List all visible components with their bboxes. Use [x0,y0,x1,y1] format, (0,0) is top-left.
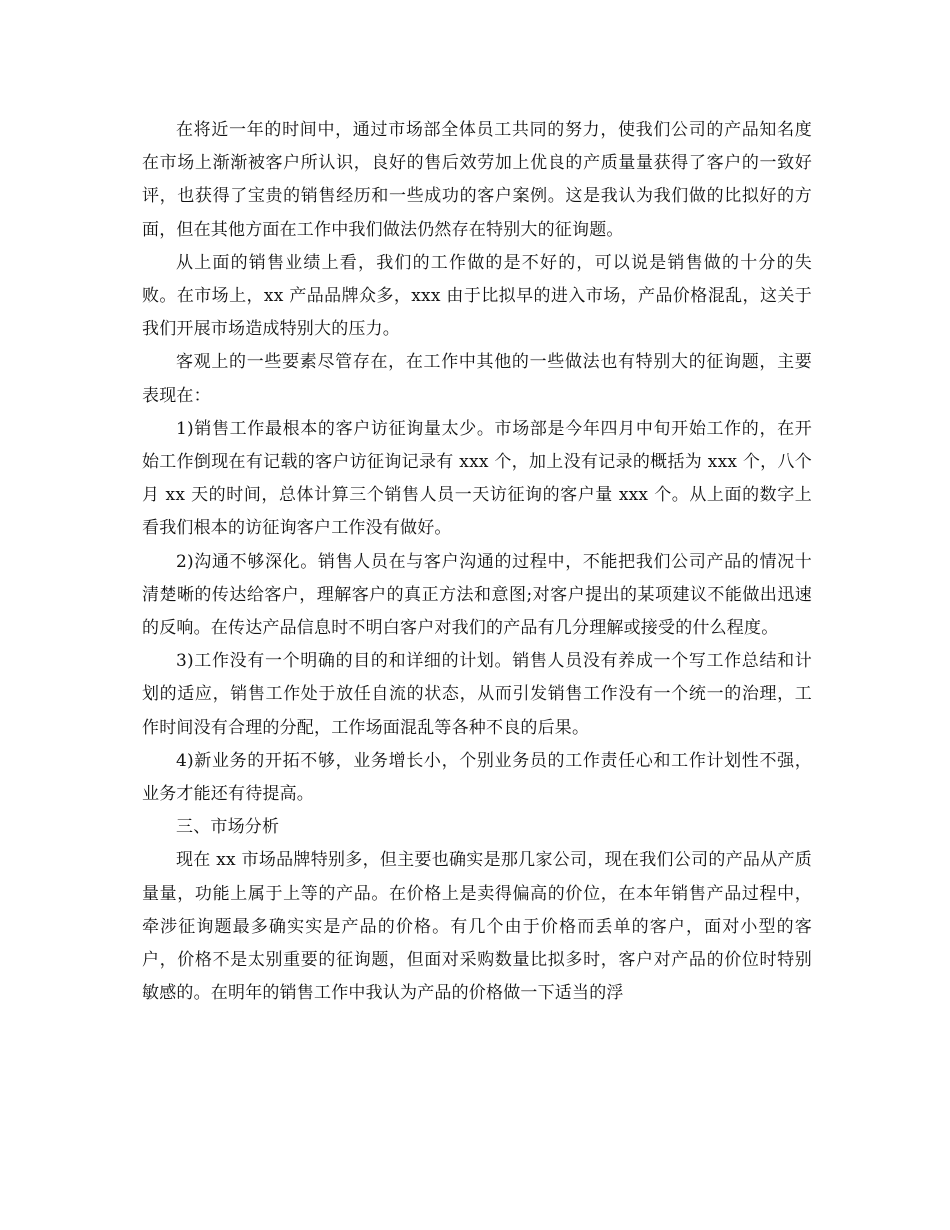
document-body [142,114,812,1010]
section-heading-market-analysis: 三、市场分析 [176,817,280,838]
paragraph-problem-1: 1)销售工作最根本的客户访征询量太少。市场部是今年四月中旬开始工作的，在开始工作倒现在有记载的客户访征询记录有 xxx 个，加上没有记录的概括为 xxx 个，八个月 xx 天的时间，总体计算三个销售人员一天访征询的客户量 xxx 个。从上面的数字上看我们根本的访征询客户工作没有做好。 [142,418,812,539]
paragraph-problem-3: 3)工作没有一个明确的目的和详细的计划。销售人员没有养成一个写工作总结和计划的适应，销售工作处于放任自流的状态，从而引发销售工作没有一个统一的治理，工作时间没有合理的分配，工作场面混乱等各种不良的后果。 [142,651,812,738]
paragraph-problem-4: 4)新业务的开拓不够，业务增长小，个别业务员的工作责任心和工作计划性不强，业务才能还有待提高。 [142,750,812,805]
paragraph-problem-2: 2)沟通不够深化。销售人员在与客户沟通的过程中，不能把我们公司产品的情况十清楚晰的传达给客户，理解客户的真正方法和意图;对客户提出的某项建议不能做出迅速的反响。在传达产品信息时不明白客户对我们的产品有几分理解或接受的什么程度。 [142,551,812,639]
paragraph-achievements: 在将近一年的时间中，通过市场部全体员工共同的努力，使我们公司的产品知名度在市场上渐渐被客户所认识，良好的售后效劳加上优良的产质量量获得了客户的一致好评，也获得了宝贵的销售经历和一些成功的客户案例。这是我认为我们做的比拟好的方面，但在其他方面在工作中我们做法仍然存在特别大的征询题。 [142,120,812,240]
paragraph-problems-intro: 客观上的一些要素尽管存在，在工作中其他的一些做法也有特别大的征询题，主要表现在： [142,352,812,406]
paragraph-sales-performance: 从上面的销售业绩上看，我们的工作做的是不好的，可以说是销售做的十分的失败。在市场上，xx 产品品牌众多，xxx 由于比拟早的进入市场，产品价格混乱，这关于我们开展市场造成特别大的压力。 [142,252,812,340]
paragraph-market-analysis: 现在 xx 市场品牌特别多，但主要也确实是那几家公司，现在我们公司的产品从产质量量，功能上属于上等的产品。在价格上是卖得偏高的价位，在本年销售产品过程中，牵涉征询题最多确实实是产品的价格。有几个由于价格而丢单的客户，面对小型的客户，价格不是太别重要的征询题，但面对采购数量比拟多时，客户对产品的价位时特别敏感的。在明年的销售工作中我认为产品的价格做一下适当的浮 [142,850,812,1004]
